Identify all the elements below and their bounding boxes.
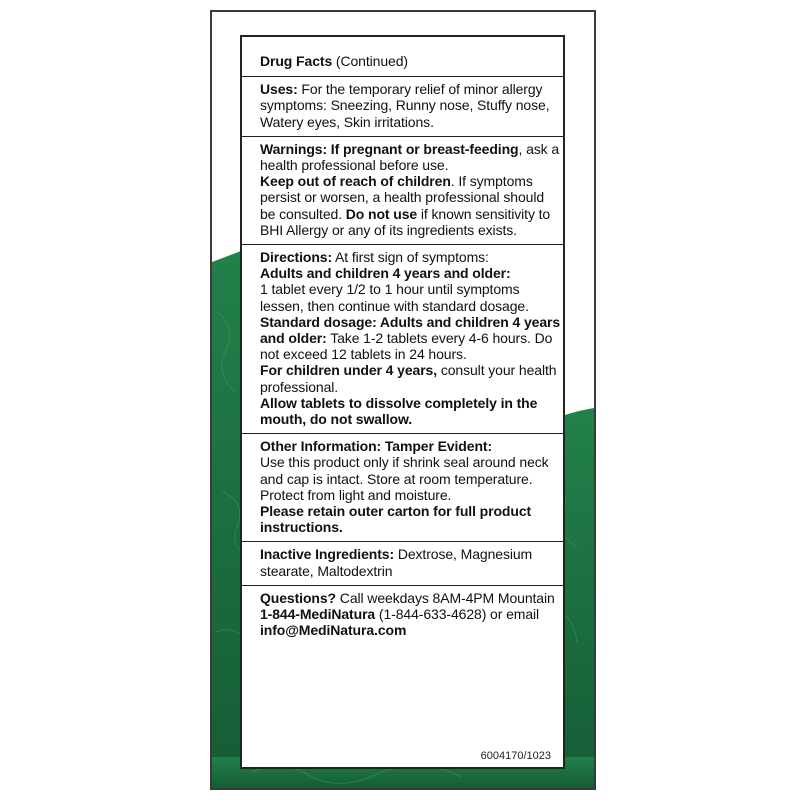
carton-panel xyxy=(210,10,596,790)
directions-text: At first sign of symptoms: xyxy=(332,249,489,266)
inactive-label: Inactive Ingredients: xyxy=(260,546,395,563)
other-information-section xyxy=(242,434,563,542)
questions-text: Call weekdays 8AM-4PM Mountain xyxy=(336,589,555,606)
phone-label: 1-844-MediNatura xyxy=(260,606,376,623)
title-bold: Drug Facts xyxy=(260,53,333,69)
inactive-text: Dextrose, Magnesium stearate, Maltodextrin xyxy=(260,546,533,579)
other-info-label: Other Information: Tamper Evident: xyxy=(260,438,493,455)
directions-label: Directions: xyxy=(260,249,333,266)
uses-text: For the temporary relief of minor allergy symptoms: Sneezing, Runny nose, Stuffy nose, Watery eyes, Skin irritations. xyxy=(260,81,550,130)
drug-facts-title xyxy=(242,37,563,77)
standard-dosage-label: Standard dosage: Adults and children 4 years and older: xyxy=(260,313,561,347)
questions-label: Questions? xyxy=(260,589,337,606)
inactive-ingredients-section xyxy=(242,542,563,585)
title-normal: (Continued) xyxy=(332,53,408,69)
retain-carton-label: Please retain outer carton for full product instructions. xyxy=(260,503,532,536)
warnings-section xyxy=(242,137,563,245)
warnings-text: , ask a health professional before use. xyxy=(260,140,560,174)
children-label: For children under 4 years, xyxy=(260,362,438,379)
do-not-use-text: if known sensitivity to BHI Allergy or any of its ingredients exists. xyxy=(260,205,551,238)
directions-section xyxy=(242,245,563,434)
standard-dosage-text: Take 1-2 tablets every 4-6 hours. Do not exceed 12 tablets in 24 hours. xyxy=(260,330,553,363)
uses-section xyxy=(242,77,563,137)
keep-out-text: . If symptoms persist or worsen, a health professional should be consulted. xyxy=(260,173,545,222)
adults-text: 1 tablet every 1/2 to 1 hour until symptoms lessen, then continue with standard dosage. xyxy=(260,281,529,314)
uses-label: Uses: xyxy=(260,81,298,98)
questions-section xyxy=(242,586,563,645)
drug-facts-box xyxy=(240,35,565,769)
other-info-text: Use this product only if shrink seal around neck and cap is intact. Store at room temperature. Protect from light and moisture. xyxy=(260,454,549,503)
children-text: consult your health professional. xyxy=(260,362,557,395)
do-not-use-label: Do not use xyxy=(345,205,418,222)
keep-out-label: Keep out of reach of children xyxy=(260,173,451,190)
adults-label: Adults and children 4 years and older: xyxy=(260,265,511,282)
warnings-label: Warnings: If pregnant or breast-feeding xyxy=(260,140,519,157)
product-code: 6004170/1023 xyxy=(480,750,551,762)
phone-text: (1-844-633-4628) or email xyxy=(375,606,540,623)
email-label: info@MediNatura.com xyxy=(260,622,407,639)
dissolve-label: Allow tablets to dissolve completely in the mouth, do not swallow. xyxy=(260,394,538,428)
